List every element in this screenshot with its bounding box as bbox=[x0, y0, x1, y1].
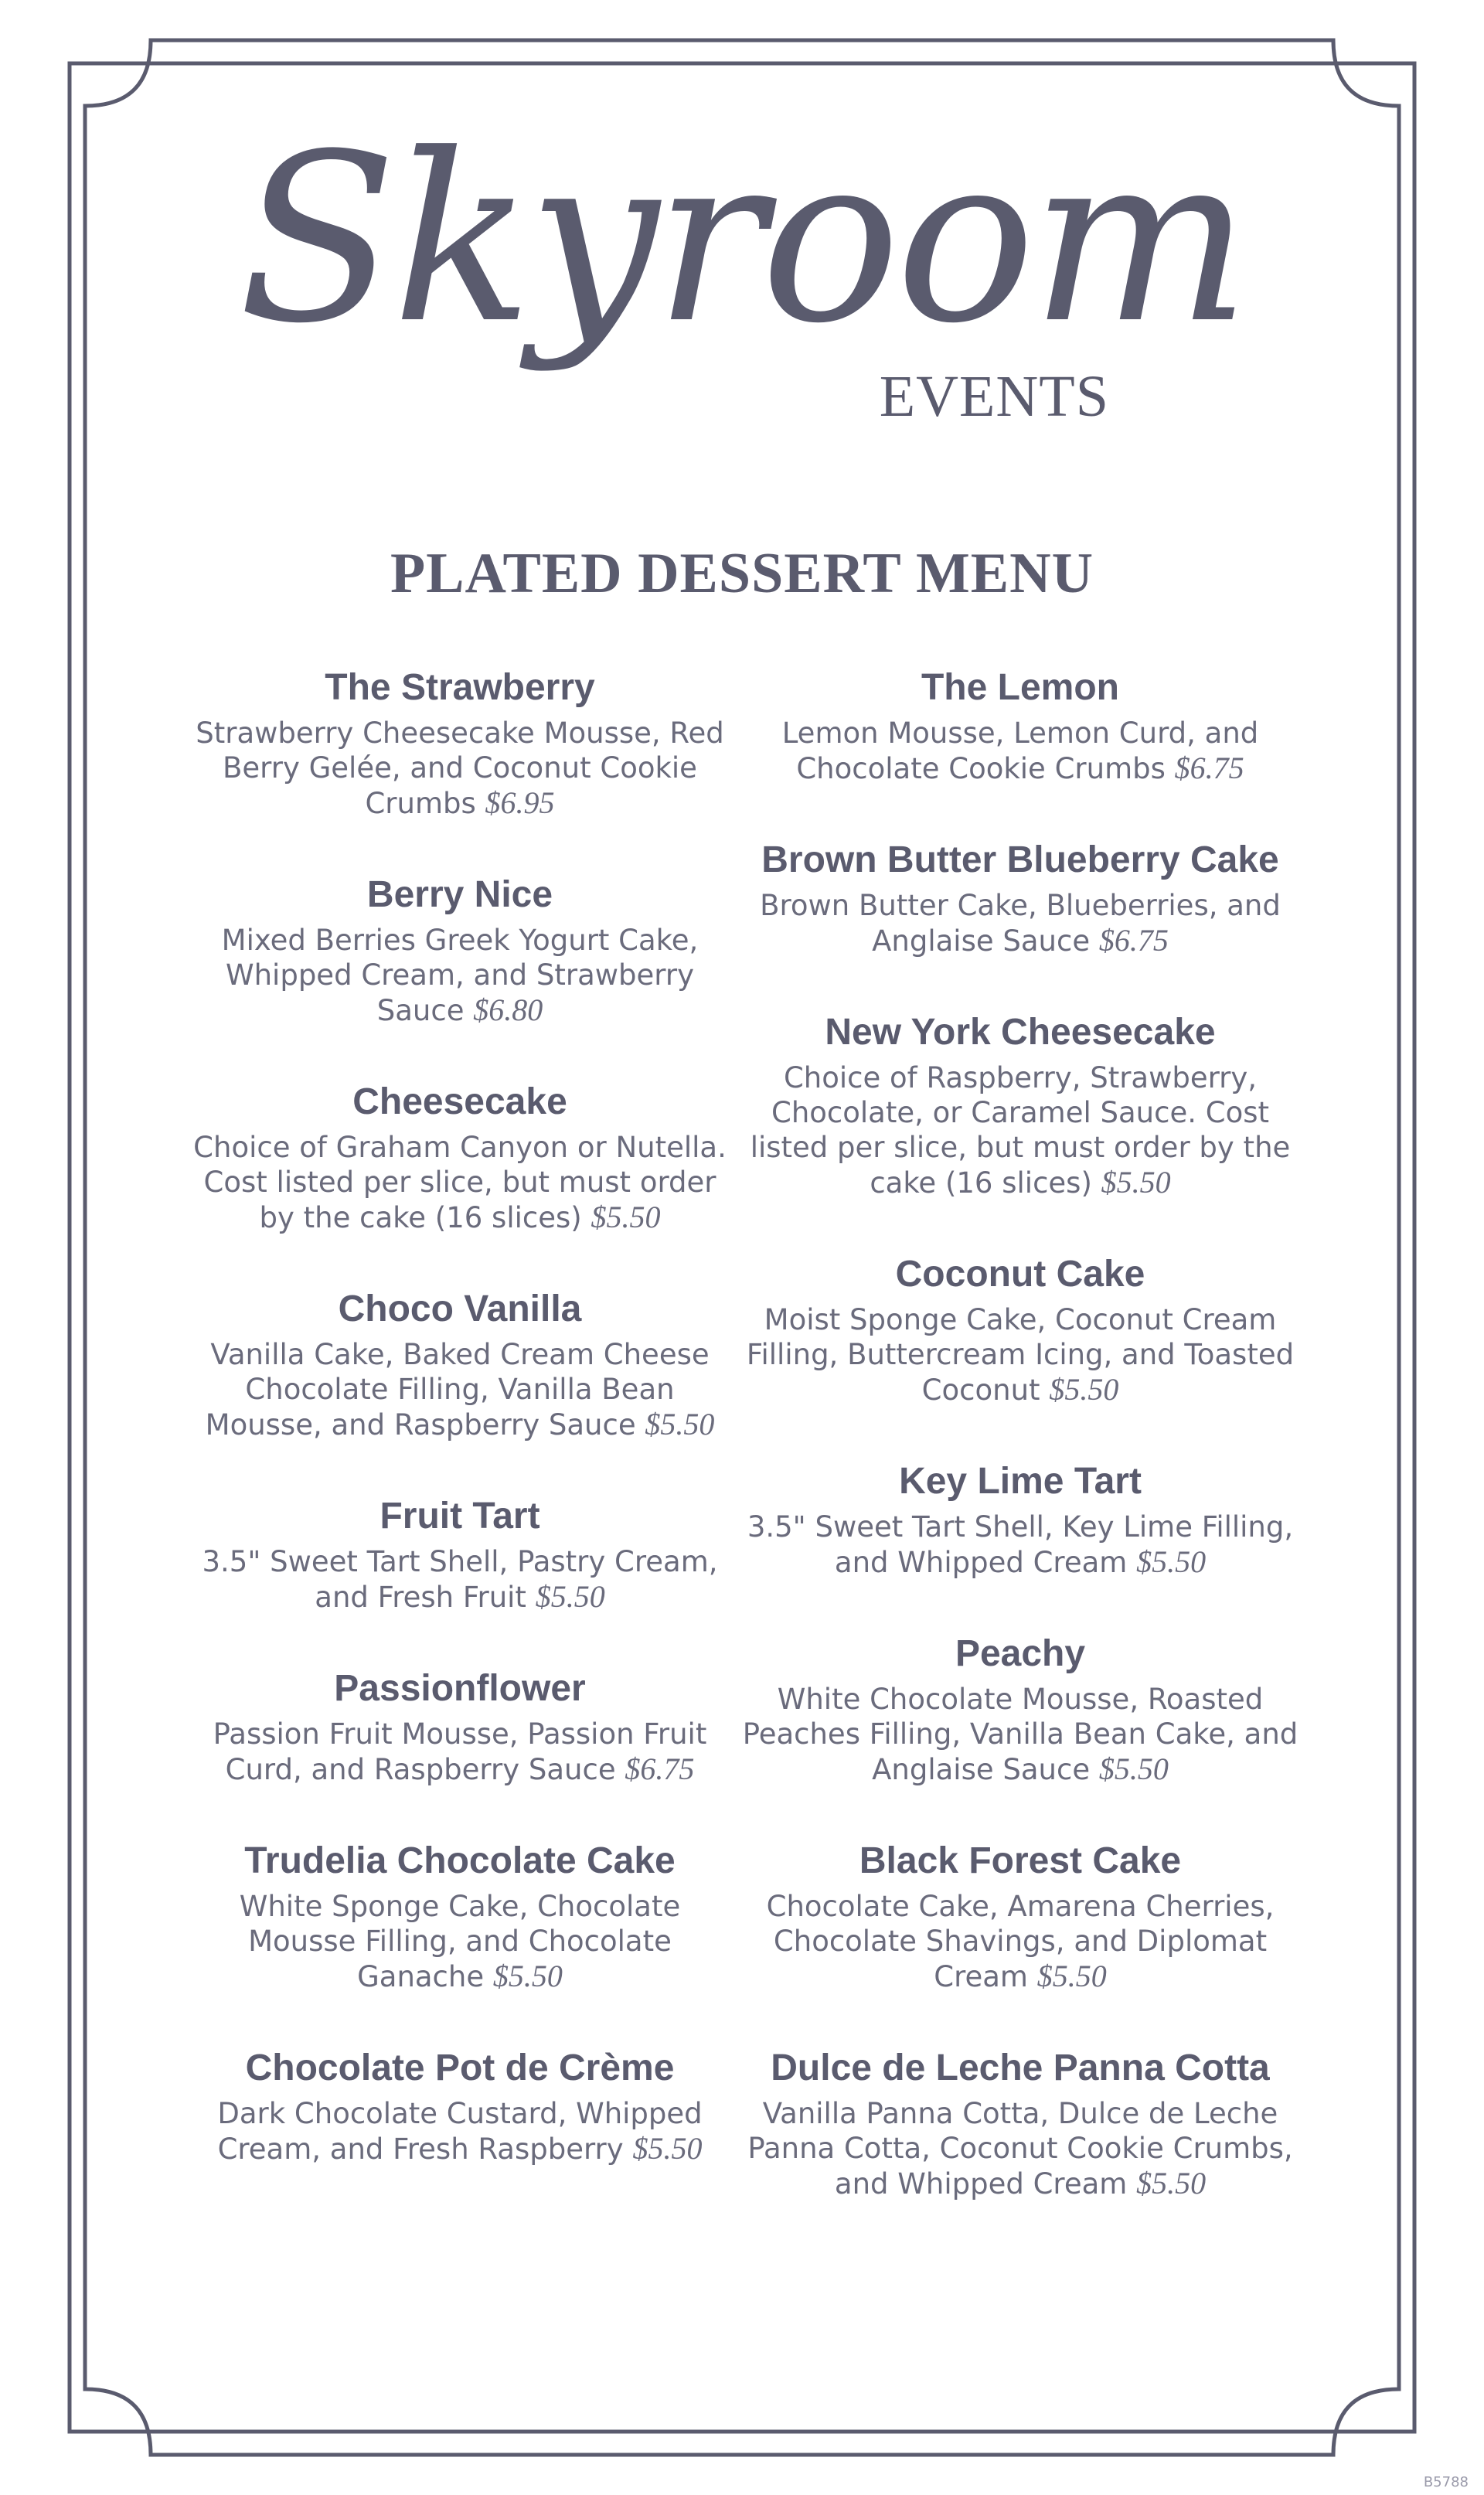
menu-item-description-text: Dark Chocolate Custard, Whipped Cream, and Fresh Raspberry bbox=[217, 2097, 703, 2166]
menu-item-price: $5.50 bbox=[1136, 1544, 1207, 1579]
menu-item bbox=[186, 872, 734, 1028]
menu-item bbox=[742, 1459, 1298, 1580]
menu-item bbox=[742, 1838, 1298, 1994]
menu-item-price: $6.80 bbox=[473, 992, 543, 1027]
menu-item-description bbox=[742, 1060, 1298, 1200]
menu-item-description bbox=[742, 1889, 1298, 1994]
menu-item-price: $6.75 bbox=[1098, 923, 1169, 958]
menu-item-description-text: Vanilla Panna Cotta, Dulce de Leche Panna Cotta, Coconut Cookie Crumbs, and Whipped Cream bbox=[747, 2097, 1293, 2201]
menu-item-price: $5.50 bbox=[1136, 2166, 1207, 2201]
menu-item bbox=[742, 2045, 1298, 2201]
document-code: B5788 bbox=[1423, 2474, 1469, 2490]
menu-item-price: $6.75 bbox=[625, 1751, 695, 1786]
left-menu-column bbox=[186, 665, 734, 2167]
brand-logo bbox=[0, 104, 1484, 471]
menu-item-description-text: White Sponge Cake, Chocolate Mousse Filling, and Chocolate Ganache bbox=[239, 1890, 681, 1993]
menu-item-description bbox=[186, 1544, 734, 1615]
menu-item-price: $5.50 bbox=[645, 1407, 715, 1442]
menu-item-name: Peachy bbox=[955, 1633, 1086, 1674]
menu-item-description-text: Mixed Berries Greek Yogurt Cake, Whipped Cream, and Strawberry Sauce bbox=[221, 924, 699, 1027]
menu-item-price: $5.50 bbox=[632, 2131, 703, 2166]
menu-item bbox=[186, 1838, 734, 1994]
menu-item-price: $5.50 bbox=[1101, 1165, 1171, 1200]
menu-item-description bbox=[186, 716, 734, 821]
menu-item-price: $5.50 bbox=[1098, 1751, 1169, 1786]
menu-item-description bbox=[186, 2096, 734, 2167]
right-menu-column bbox=[742, 665, 1298, 2201]
menu-item-description-text: 3.5" Sweet Tart Shell, Pastry Cream, and Fresh Fruit bbox=[202, 1545, 718, 1614]
menu-item-description bbox=[186, 1889, 734, 1994]
menu-item-description-text: Vanilla Cake, Baked Cream Cheese Chocolate Filling, Vanilla Bean Mousse, and Raspberry Sauce bbox=[205, 1338, 710, 1442]
menu-item bbox=[742, 837, 1298, 958]
menu-item-name: Trudelia Chocolate Cake bbox=[244, 1840, 676, 1881]
menu-item-name: The Strawberry bbox=[325, 667, 595, 708]
menu-item-description bbox=[186, 1130, 734, 1235]
menu-item-name: Coconut Cake bbox=[895, 1254, 1145, 1295]
menu-title: PLATED DESSERT MENU bbox=[390, 542, 1094, 605]
menu-item-description bbox=[742, 1510, 1298, 1580]
menu-item-name: Black Forest Cake bbox=[859, 1840, 1182, 1881]
menu-item-price: $5.50 bbox=[535, 1579, 605, 1614]
menu-item-description-text: 3.5" Sweet Tart Shell, Key Lime Filling, and Whipped Cream bbox=[747, 1510, 1294, 1579]
menu-item-name: The Lemon bbox=[921, 667, 1119, 708]
menu-item-price: $5.50 bbox=[591, 1200, 661, 1234]
menu-item-name: Chocolate Pot de Crème bbox=[245, 2047, 675, 2088]
menu-item-name: Berry Nice bbox=[366, 874, 553, 915]
menu-item-description bbox=[742, 2096, 1298, 2201]
menu-item bbox=[186, 1666, 734, 1787]
menu-item-description-text: Brown Butter Cake, Blueberries, and Anglaise Sauce bbox=[760, 889, 1281, 958]
menu-item-name: Fruit Tart bbox=[380, 1496, 540, 1537]
menu-item-description bbox=[742, 888, 1298, 958]
menu-item-description-text: White Chocolate Mousse, Roasted Peaches Filling, Vanilla Bean Cake, and Anglaise Sauce bbox=[742, 1683, 1298, 1786]
menu-item-description bbox=[742, 716, 1298, 786]
menu-item-price: $6.95 bbox=[485, 785, 555, 820]
menu-item bbox=[186, 1493, 734, 1615]
menu-item-description-text: Moist Sponge Cake, Coconut Cream Filling, Buttercream Icing, and Toasted Coconut bbox=[746, 1303, 1295, 1407]
menu-item-price: $5.50 bbox=[1036, 1959, 1107, 1993]
menu-item-price: $5.50 bbox=[492, 1959, 563, 1993]
menu-item-name: Choco Vanilla bbox=[338, 1288, 582, 1329]
menu-item bbox=[186, 2045, 734, 2167]
menu-item-description-text: Passion Fruit Mousse, Passion Fruit Curd, and Raspberry Sauce bbox=[213, 1717, 707, 1786]
menu-item-name: Brown Butter Blueberry Cake bbox=[761, 839, 1279, 880]
menu-item-description bbox=[186, 923, 734, 1028]
menu-item-description bbox=[186, 1337, 734, 1442]
menu-item bbox=[186, 1286, 734, 1442]
menu-item-name: New York Cheesecake bbox=[825, 1012, 1216, 1053]
menu-item-description-text: Chocolate Cake, Amarena Cherries, Chocolate Shavings, and Diplomat Cream bbox=[766, 1890, 1275, 1993]
menu-item-name: Cheesecake bbox=[352, 1081, 567, 1122]
menu-item-name: Dulce de Leche Panna Cotta bbox=[771, 2047, 1270, 2088]
menu-item-description-text: Choice of Graham Canyon or Nutella. Cost listed per slice, but must order by the cake (16 slices) bbox=[193, 1131, 727, 1234]
menu-item-description bbox=[186, 1717, 734, 1787]
menu-item bbox=[742, 1631, 1298, 1787]
menu-item-description-text: Lemon Mousse, Lemon Curd, and Chocolate Cookie Crumbs bbox=[781, 717, 1259, 785]
menu-item-description-text: Strawberry Cheesecake Mousse, Red Berry Gelée, and Coconut Cookie Crumbs bbox=[196, 717, 724, 820]
menu-item-name: Passionflower bbox=[334, 1668, 586, 1709]
menu-item-description bbox=[742, 1682, 1298, 1787]
menu-item-description bbox=[742, 1302, 1298, 1407]
menu-item bbox=[186, 665, 734, 821]
menu-item bbox=[186, 1079, 734, 1235]
menu-item bbox=[742, 1251, 1298, 1407]
menu-item bbox=[742, 1009, 1298, 1200]
menu-item-price: $5.50 bbox=[1049, 1372, 1119, 1407]
brand-script-wordmark: Skyroom bbox=[238, 104, 1246, 374]
brand-subtitle: EVENTS bbox=[879, 364, 1109, 429]
menu-item-name: Key Lime Tart bbox=[899, 1461, 1142, 1502]
menu-item-price: $6.75 bbox=[1174, 751, 1244, 785]
menu-item-description-text: Choice of Raspberry, Strawberry, Chocolate, or Caramel Sauce. Cost listed per slice, but must order by the cake (16 slices) bbox=[750, 1061, 1291, 1200]
menu-item bbox=[742, 665, 1298, 786]
